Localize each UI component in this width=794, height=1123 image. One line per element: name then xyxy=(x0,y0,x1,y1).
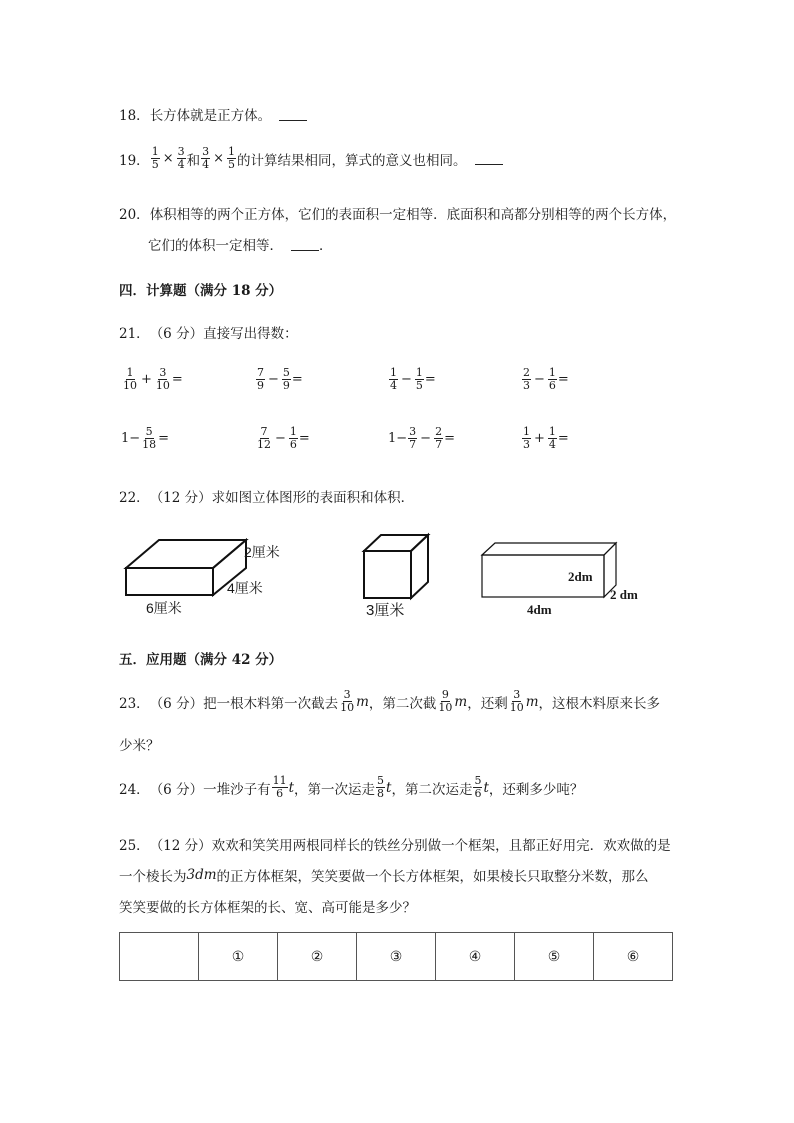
fraction: $\frac{3}{4}$ xyxy=(202,145,210,171)
times-sign: × xyxy=(162,151,174,166)
fig2-edge-label: 3厘米 xyxy=(366,602,405,619)
answer-blank[interactable] xyxy=(279,108,307,121)
question-text: ，第二次运走 xyxy=(391,781,473,798)
question-18 xyxy=(119,104,307,124)
question-19 xyxy=(119,146,503,171)
question-number: 19． xyxy=(119,152,150,169)
table-row xyxy=(120,933,673,981)
unit: m xyxy=(356,693,369,710)
question-text: 的正方体框架，笑笑要做一个长方体框架，如果棱长只取整分米数，那么 xyxy=(216,869,649,885)
table-cell[interactable] xyxy=(120,933,199,981)
question-text: （6 分）把一根木料第一次截去 xyxy=(149,695,339,712)
question-text: （6 分）一堆沙子有 xyxy=(149,781,271,798)
and-text: 和 xyxy=(186,152,201,169)
question-number: 23． xyxy=(119,695,150,712)
fig3-width-label: 2 dm xyxy=(610,587,638,602)
answer-blank[interactable] xyxy=(291,238,319,251)
fraction: $\frac{1}{5}$ xyxy=(228,145,235,171)
times-sign: × xyxy=(213,151,224,166)
question-text: ，第二次截 xyxy=(368,695,437,712)
question-text: 笑笑要做的长方体框架的长、宽、高可能是多少？ xyxy=(119,900,416,916)
question-number: 24． xyxy=(119,781,150,798)
answer-table xyxy=(119,932,673,981)
calc-item-6: $\frac{7}{12}$ − $\frac{1}{6}$ = xyxy=(257,425,310,451)
question-24: 24． （6 分）一堆沙子有 $\frac{11}{6}$ t ，第一次运走 $\frac{5}{8}$ t ，第二次运走 $\frac{5}{6}$ t ，还剩多少吨？ xyxy=(119,774,584,800)
unit: m xyxy=(525,693,539,710)
question-text: ，这根木料原来长多 xyxy=(538,695,661,712)
question-20-line1 xyxy=(119,203,676,223)
calc-item-3: $\frac{1}{4}$ − $\frac{1}{5}$ = xyxy=(390,366,436,392)
answer-blank[interactable] xyxy=(475,152,503,165)
fig1-width-label: 4厘米 xyxy=(227,580,263,596)
question-text: 一个棱长为 xyxy=(119,869,187,885)
cube-figure xyxy=(364,535,428,598)
question-number: 22． xyxy=(119,490,150,506)
fig3-length-label: 4dm xyxy=(527,602,552,617)
fig3-height-label: 2dm xyxy=(568,569,593,584)
calc-item-1: $\frac{1}{10}$ + $\frac{3}{10}$ = xyxy=(123,366,183,392)
fig1-height-label: 2厘米 xyxy=(244,544,280,560)
calc-item-7: 1− $\frac{3}{7}$ − $\frac{2}{7}$ = xyxy=(388,425,455,451)
table-cell[interactable]: ⑤ xyxy=(515,933,594,981)
unit: m xyxy=(454,693,468,710)
table-cell[interactable]: ④ xyxy=(436,933,515,981)
unit: t xyxy=(288,779,295,796)
table-cell[interactable]: ⑥ xyxy=(594,933,673,981)
question-text: 体积相等的两个正方体，它们的表面积一定相等．底面积和高都分别相等的两个长方体， xyxy=(149,207,677,223)
question-text: 它们的体积一定相等． xyxy=(148,238,283,254)
question-25-line1 xyxy=(119,834,671,854)
calc-item-2: $\frac{7}{9}$ − $\frac{5}{9}$ = xyxy=(257,366,303,392)
calc-item-5: 1− $\frac{5}{18}$ = xyxy=(121,425,170,451)
question-25-line3 xyxy=(119,896,416,916)
question-23: 23． （6 分）把一根木料第一次截去 $\frac{3}{10}$ m ，第二次截 $\frac{9}{10}$ m ，还剩 $\frac{3}{10}$ m ，这根木料原来长多 xyxy=(119,688,661,714)
question-21 xyxy=(119,322,298,342)
question-text: 少米？ xyxy=(119,738,160,754)
table-cell[interactable]: ③ xyxy=(357,933,436,981)
question-text: ，第一次运走 xyxy=(294,781,376,798)
period: ． xyxy=(319,238,333,254)
question-text: （12 分）求如图立体图形的表面积和体积． xyxy=(149,490,415,506)
question-text: 长方体就是正方体。 xyxy=(149,108,272,124)
calc-item-8: $\frac{1}{3}$ + $\frac{1}{4}$ = xyxy=(523,425,569,451)
question-23-line2 xyxy=(119,734,160,754)
fraction: $\frac{3}{4}$ xyxy=(177,145,185,171)
question-25-line2 xyxy=(119,865,649,885)
question-number: 21． xyxy=(119,326,150,342)
table-cell[interactable]: ① xyxy=(199,933,278,981)
section-5-title: 五．应用题（满分 42 分） xyxy=(119,652,283,668)
fig1-length-label: 6厘米 xyxy=(146,600,182,616)
question-number: 18． xyxy=(119,108,150,124)
question-text: ，还剩 xyxy=(467,695,508,712)
question-20-line2 xyxy=(148,234,333,254)
section-4-title: 四．计算题（满分 18 分） xyxy=(119,283,283,299)
calc-item-4: $\frac{2}{3}$ − $\frac{1}{6}$ = xyxy=(523,366,569,392)
cuboid-figure-3 xyxy=(482,543,616,597)
fraction: $\frac{1}{5}$ xyxy=(151,145,159,171)
question-text: 的计算结果相同，算式的意义也相同。 xyxy=(237,152,467,169)
unit: t xyxy=(483,779,489,796)
question-text: （12 分）欢欢和笑笑用两根同样长的铁丝分别做一个框架，且都正好用完．欢欢做的是 xyxy=(149,838,671,854)
question-text: （6 分）直接写出得数： xyxy=(149,326,298,342)
question-number: 25． xyxy=(119,838,150,854)
unit: 3dm xyxy=(186,867,217,883)
question-text: ，还剩多少吨？ xyxy=(488,781,584,798)
unit: t xyxy=(386,779,392,796)
table-cell[interactable]: ② xyxy=(278,933,357,981)
question-number: 20． xyxy=(119,207,150,223)
question-22 xyxy=(119,486,414,506)
